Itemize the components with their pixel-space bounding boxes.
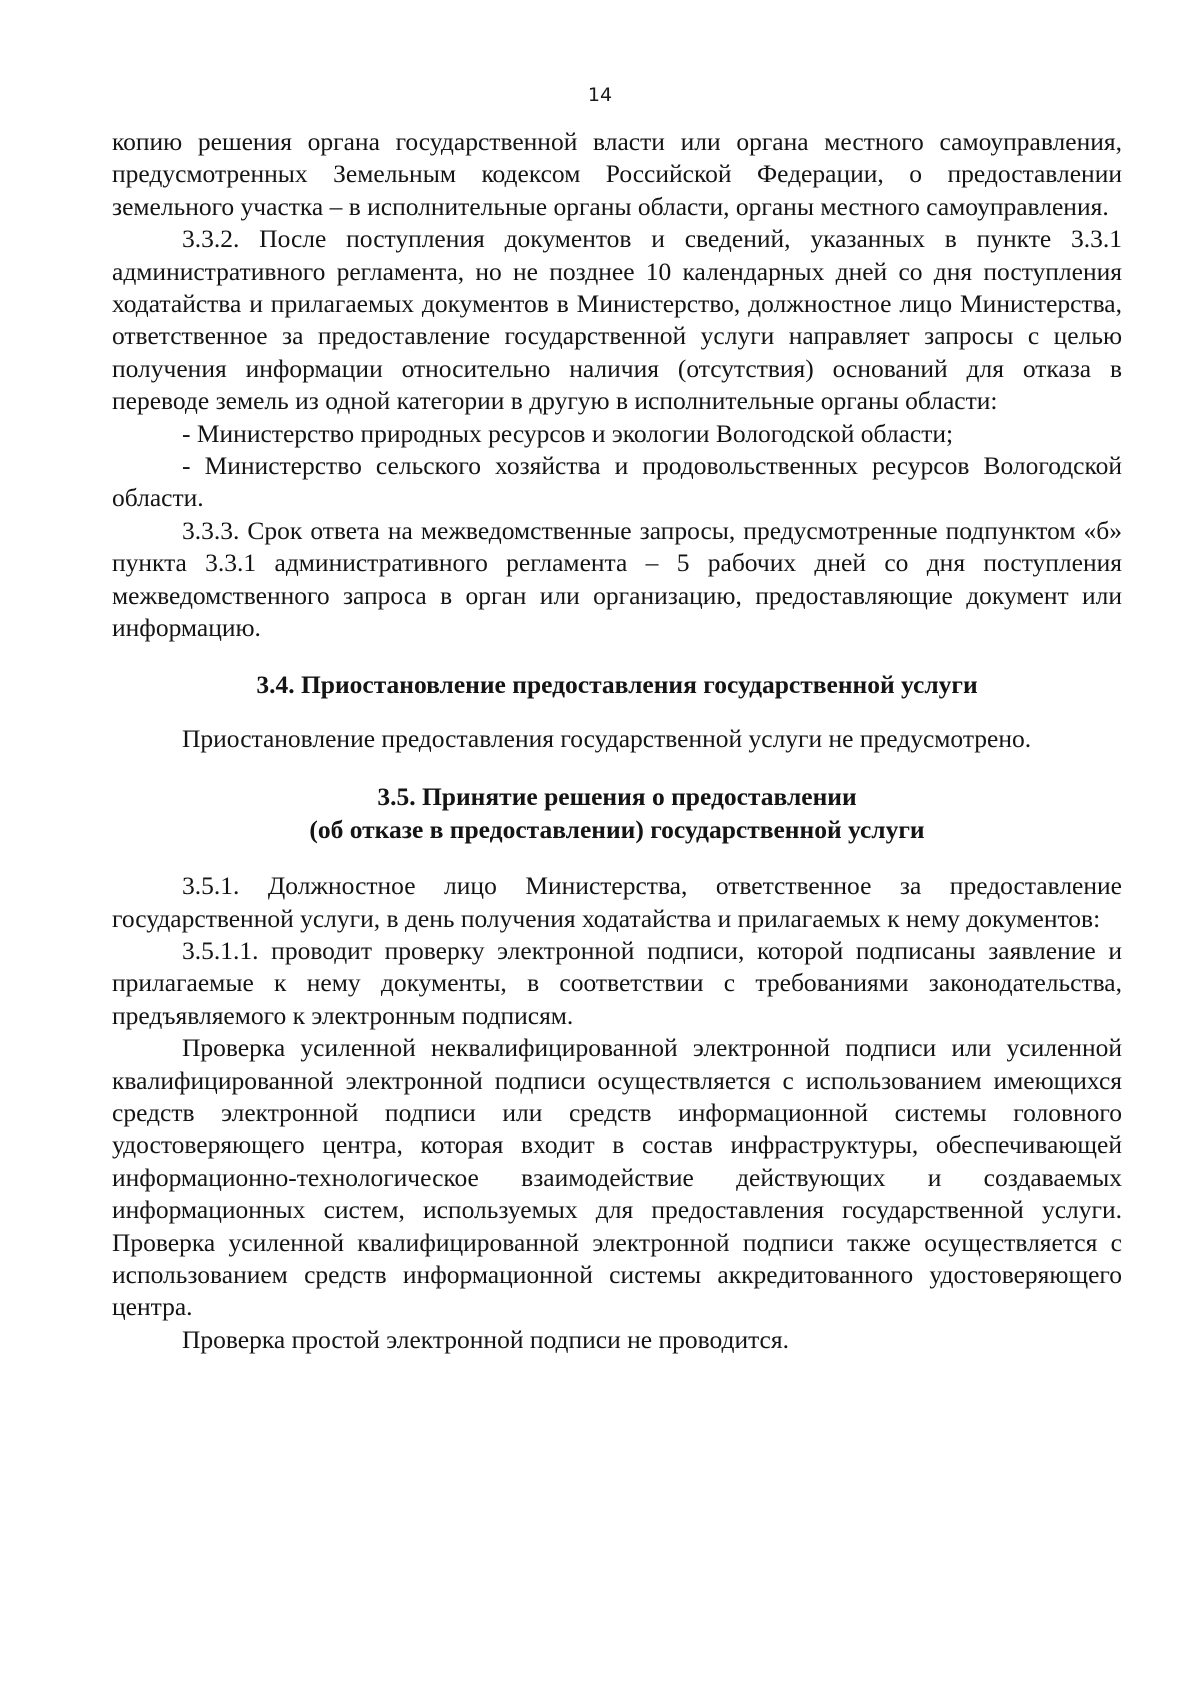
list-item-ministry-natural-resources: - Министерство природных ресурсов и экологии Вологодской области; — [182, 418, 954, 448]
document-body — [112, 126, 1122, 1356]
paragraph-continuation: копию решения органа государственной власти или органа местного самоуправления, предусмотренных Земельным кодексом Российской Федерации, о предоставлении земельного участка – в исполнительные органы области, органы местного самоуправления. — [112, 127, 1122, 221]
section-3-5-title-line1: 3.5. Принятие решения о предоставлении — [377, 782, 857, 812]
page-number: 14 — [587, 84, 613, 106]
section-3-4-title: 3.4. Приостановление предоставления государственной услуги — [256, 669, 978, 699]
section-3-5-title-line2: (об отказе в предоставлении) государственной услуги — [309, 814, 925, 844]
paragraph-3-3-3: 3.3.3. Срок ответа на межведомственные запросы, предусмотренные подпунктом «б» пункта 3.3.1 административного регламента – 5 рабочих дней со дня поступления межведомственного запроса в орган или организацию, предоставляющие документ или информацию. — [112, 515, 1122, 643]
paragraph-simple-signature: Проверка простой электронной подписи не проводится. — [182, 1324, 789, 1354]
section-3-4-text: Приостановление предоставления государственной услуги не предусмотрено. — [182, 723, 1032, 753]
paragraph-3-5-1: 3.5.1. Должностное лицо Министерства, ответственное за предоставление государственной услуги, в день получения ходатайства и прилагаемых к нему документов: — [112, 871, 1122, 933]
list-item-ministry-agriculture: - Министерство сельского хозяйства и продовольственных ресурсов Вологодской области. — [112, 451, 1122, 513]
section-3-5-title — [112, 755, 1122, 870]
paragraph-3-5-1-1: 3.5.1.1. проводит проверку электронной подписи, которой подписаны заявление и прилагаемые к нему документы, в соответствии с требованиями законодательства, предъявляемого к электронным подписям. — [112, 935, 1122, 1030]
paragraph-signature-check: Проверка усиленной неквалифицированной электронной подписи или усиленной квалифицированной электронной подписи осуществляется с использованием имеющихся средств электронной подписи или средств информационной системы головного удостоверяющего центра, которая входит в состав инфраструктуры, обеспечивающей информационно-технологическое взаимодействие действующих и создаваемых информационных систем, используемых для предоставления государственной услуги. Проверка усиленной квалифицированной электронной подписи также осуществляется с использованием средств информационной системы аккредитованного удостоверяющего центра. — [112, 1033, 1122, 1322]
paragraph-3-3-2: 3.3.2. После поступления документов и сведений, указанных в пункте 3.3.1 административного регламента, но не позднее 10 календарных дней со дня поступления ходатайства и прилагаемых документов в Министерство, должностное лицо Министерства, ответственное за предоставление государственной услуги направляет запросы с целью получения информации относительно наличия (отсутствия) оснований для отказа в переводе земель из одной категории в другую в исполнительные органы области: — [112, 224, 1122, 416]
